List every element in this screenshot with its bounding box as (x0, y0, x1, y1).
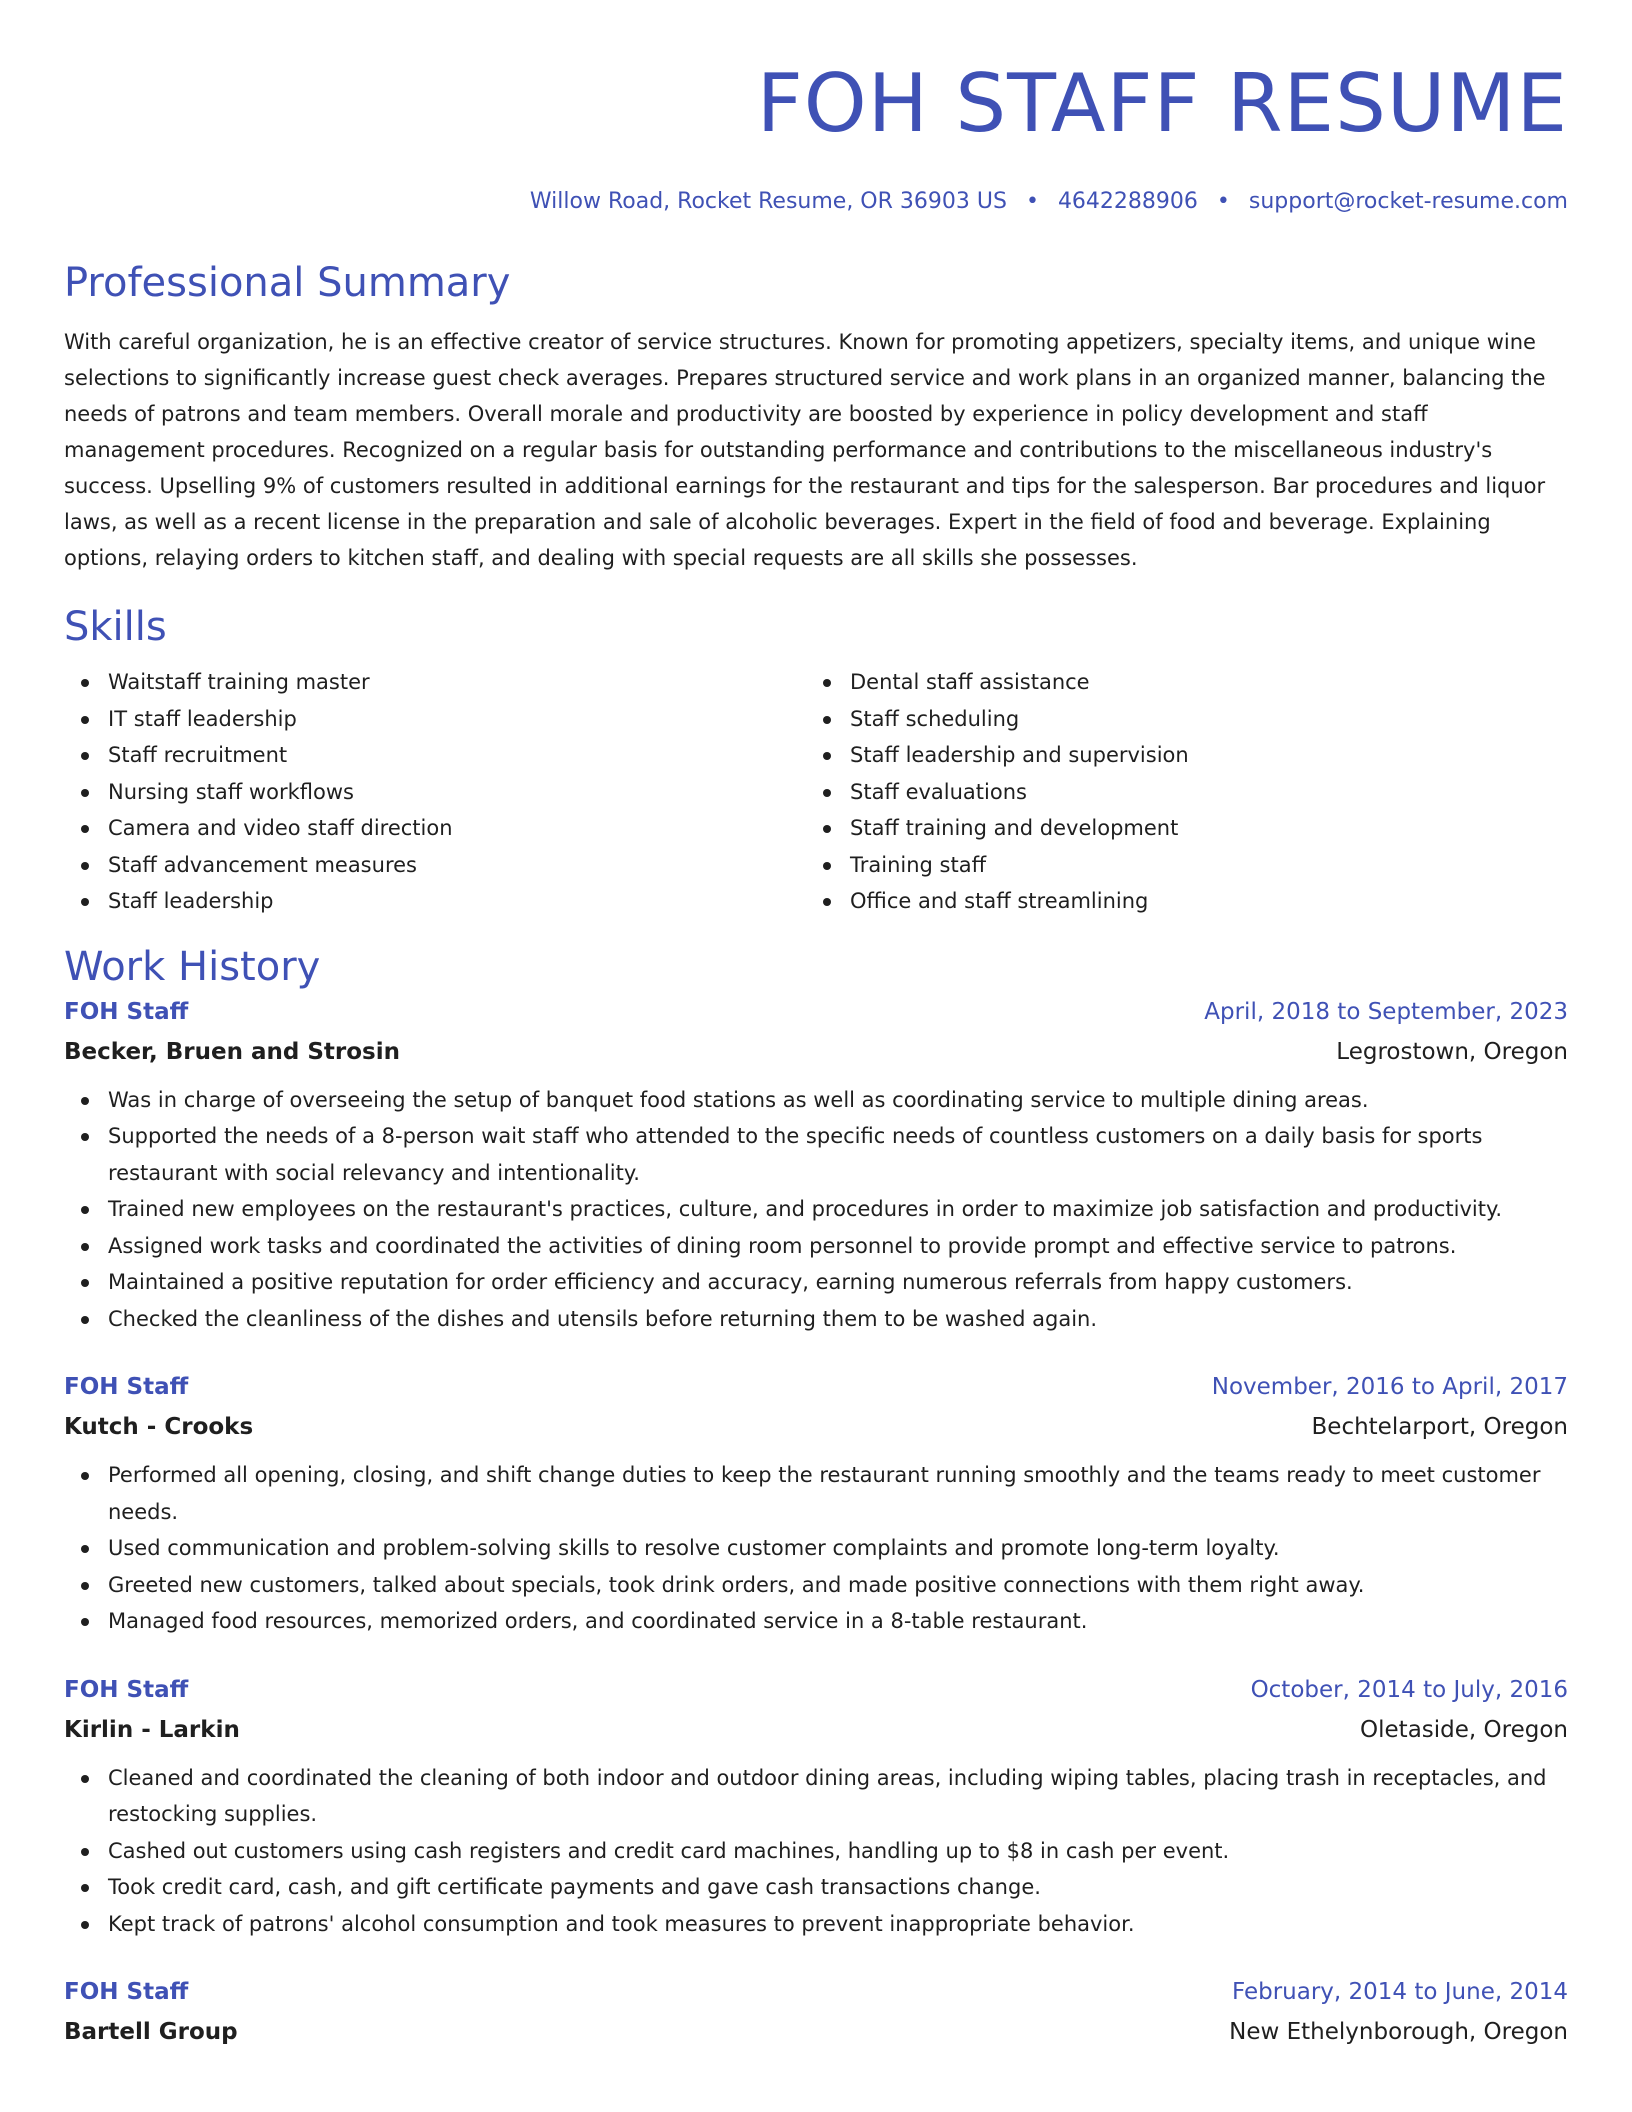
contact-email: support@rocket-resume.com (1248, 189, 1568, 214)
skills-right-list (806, 664, 1548, 920)
job-dates: February, 2014 to June, 2014 (1231, 1979, 1568, 2005)
job-title: FOH Staff (64, 1374, 189, 1400)
resume-page (64, 0, 1568, 2052)
job-dates: October, 2014 to July, 2016 (1250, 1676, 1568, 1703)
job-bullet: Used communication and problem-solving skills to resolve customer complaints and promote long-term loyalty. (64, 1530, 1568, 1567)
job-company: Kirlin - Larkin (64, 1716, 240, 1743)
job-entry (64, 1972, 1568, 2052)
skills-left-list (64, 664, 806, 920)
summary-section (64, 258, 1568, 576)
skill-item: Staff scheduling (806, 701, 1548, 738)
work-history-heading: Work History (64, 943, 321, 990)
skill-item: Waitstaff training master (64, 664, 806, 701)
job-bullets (64, 1082, 1568, 1338)
skill-item: Staff evaluations (806, 774, 1548, 811)
contact-separator: • (1216, 189, 1230, 214)
job-bullet: Performed all opening, closing, and shift change duties to keep the restaurant running smoothly and the teams ready to meet customer needs. (64, 1457, 1568, 1530)
job-company-row (64, 1710, 1568, 1750)
job-title: FOH Staff (64, 998, 189, 1025)
job-bullet: Supported the needs of a 8-person wait staff who attended to the specific needs of countless customers on a daily basis for sports restaurant with social relevancy and intentionality. (64, 1118, 1568, 1191)
skill-item: Staff advancement measures (64, 847, 806, 884)
job-company: Becker, Bruen and Strosin (64, 1038, 400, 1065)
job-bullet: Took credit card, cash, and gift certificate payments and gave cash transactions change. (64, 1869, 1568, 1906)
job-dates: April, 2018 to September, 2023 (1204, 998, 1568, 1025)
summary-text: With careful organization, he is an effective creator of service structures. Known for promoting appetizers, specialty items, and unique wine selections to significantly increase guest check averages. Prepares structured service and work plans in an organized manner, balancing the needs of patrons and team members. Overall morale and productivity are boosted by experience in policy development and staff management procedures. Recognized on a regular basis for outstanding performance and contributions to the miscellaneous industry's success. Upselling 9% of customers resulted in additional earnings for the restaurant and tips for the salesperson. Bar procedures and liquor laws, as well as a recent license in the preparation and sale of alcoholic beverages. Expert in the field of food and beverage. Explaining options, relaying orders to kitchen staff, and dealing with special requests are all skills she possesses. (64, 330, 1546, 570)
job-title-row (64, 1670, 1568, 1710)
skills-heading: Skills (64, 604, 167, 650)
job-company-row (64, 1407, 1568, 1447)
skills-section (64, 602, 1568, 920)
job-bullet: Cleaned and coordinated the cleaning of both indoor and outdoor dining areas, including wiping tables, placing trash in receptacles, and restocking supplies. (64, 1760, 1568, 1833)
skill-item: Dental staff assistance (806, 664, 1548, 701)
skill-item: Camera and video staff direction (64, 810, 806, 847)
contact-address: Willow Road, Rocket Resume, OR 36903 US (529, 189, 1007, 214)
job-entry (64, 1367, 1568, 1640)
skill-item: Nursing staff workflows (64, 774, 806, 811)
job-location: Bechtelarport, Oregon (1311, 1414, 1568, 1440)
job-title: FOH Staff (64, 1979, 189, 2005)
job-bullet: Was in charge of overseeing the setup of banquet food stations as well as coordinating service to multiple dining areas. (64, 1082, 1568, 1119)
job-title-row (64, 1972, 1568, 2012)
contact-phone: 4642288906 (1057, 189, 1198, 214)
job-location: Legrostown, Oregon (1336, 1038, 1568, 1065)
job-company-row (64, 1032, 1568, 1072)
skill-item: IT staff leadership (64, 701, 806, 738)
job-title-row (64, 1367, 1568, 1407)
job-entry (64, 1670, 1568, 1943)
contact-separator: • (1025, 189, 1039, 214)
job-bullets (64, 1457, 1568, 1640)
job-bullet: Kept track of patrons' alcohol consumption and took measures to prevent inappropriate behavior. (64, 1906, 1568, 1943)
job-company-row (64, 2012, 1568, 2052)
job-location: New Ethelynborough, Oregon (1229, 2019, 1568, 2045)
job-bullet: Maintained a positive reputation for order efficiency and accuracy, earning numerous referrals from happy customers. (64, 1264, 1568, 1301)
job-bullet: Greeted new customers, talked about specials, took drink orders, and made positive connections with them right away. (64, 1567, 1568, 1604)
job-title-row (64, 992, 1568, 1032)
job-bullets (64, 1760, 1568, 1943)
job-company: Bartell Group (64, 2019, 238, 2045)
job-bullet: Trained new employees on the restaurant's practices, culture, and procedures in order to maximize job satisfaction and productivity. (64, 1191, 1568, 1228)
job-title: FOH Staff (64, 1676, 189, 1703)
job-bullet: Managed food resources, memorized orders, and coordinated service in a 8-table restaurant. (64, 1603, 1568, 1640)
contact-line (64, 186, 1568, 218)
job-bullet: Checked the cleanliness of the dishes and utensils before returning them to be washed again. (64, 1301, 1568, 1338)
resume-header (64, 0, 1568, 218)
resume-name: FOH STAFF RESUME (756, 57, 1568, 150)
skill-item: Staff training and development (806, 810, 1548, 847)
job-bullet: Assigned work tasks and coordinated the activities of dining room personnel to provide prompt and effective service to patrons. (64, 1228, 1568, 1265)
job-bullet: Cashed out customers using cash registers and credit card machines, handling up to $8 in cash per event. (64, 1833, 1568, 1870)
job-company: Kutch - Crooks (64, 1414, 254, 1440)
skill-item: Staff recruitment (64, 737, 806, 774)
skill-item: Training staff (806, 847, 1548, 884)
skill-item: Office and staff streamlining (806, 883, 1548, 920)
skills-columns (64, 664, 1568, 920)
summary-heading: Professional Summary (64, 260, 511, 306)
job-dates: November, 2016 to April, 2017 (1211, 1374, 1568, 1400)
skill-item: Staff leadership (64, 883, 806, 920)
job-entry (64, 992, 1568, 1338)
work-history-section (64, 942, 1568, 2053)
job-location: Oletaside, Oregon (1360, 1716, 1568, 1743)
skill-item: Staff leadership and supervision (806, 737, 1548, 774)
